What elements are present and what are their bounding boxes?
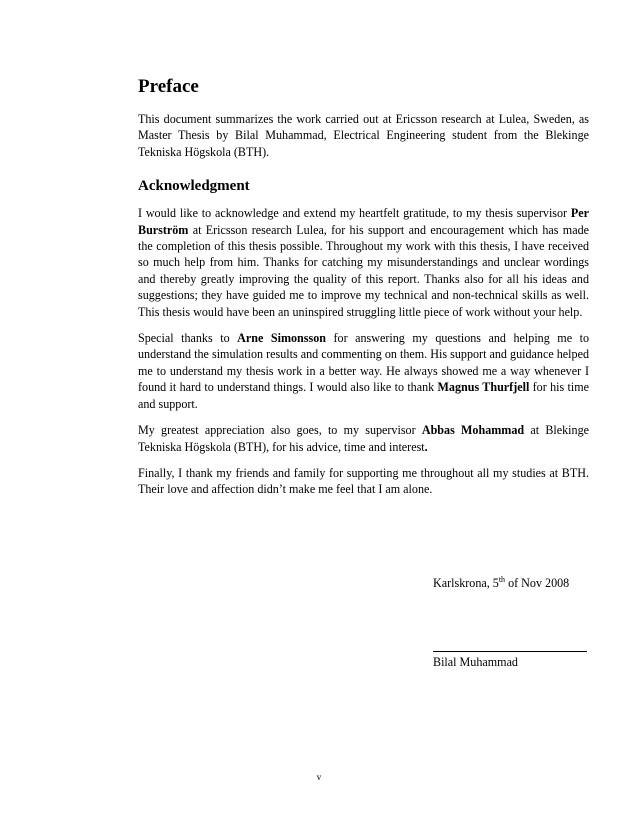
signature-date: of Nov 2008 [505,576,570,590]
ack-p2-mid: for answering my questions and helping me to understand the simulation results and commenting on them. His support and guidance helped me to understand my thesis work in a better way. He always showed me a way whenever I found it hard to understand things. I would also like to thank [138,331,589,395]
university-supervisor-name: Abbas Mohammad [421,423,525,438]
acknowledgment-paragraph-4: Finally, I thank my friends and family for supporting me throughout all my studies at BTH. Their love and affection didn’t make me feel that I am alone. [138,465,589,497]
ack-p3-end: . [424,439,428,454]
ack-p1-intro: I would like to acknowledge and extend my heartfelt gratitude, to my thesis supervisor [138,206,571,221]
acknowledgment-paragraph-1 [138,205,589,320]
acknowledgment-paragraph-3 [138,422,589,455]
preface-paragraph: This document summarizes the work carried out at Ericsson research at Lulea, Sweden, as Master Thesis by Bilal Muhammad, Electrical Engineering student from the Blekinge Tekniska Högskola (BTH). [138,112,589,159]
acknowledgment-heading: Acknowledgment [138,178,250,195]
ack-p2-intro: Special thanks to [138,331,238,346]
thanks-name-2: Magnus Thurfjell [437,380,530,395]
date-ordinal: th [498,574,506,584]
supervisor-name: Per Burström [138,206,589,237]
ack-p1-rest: at Ericsson research Lulea, for his support and encouragement which has made the completion of this thesis possible. Throughout my work with this thesis, I have received so much help from him. Thanks for catching my misunderstandings and unclear wordings and thereby greatly improving the quality of this report. Thanks also for all his ideas and suggestions; they have guided me to improve my technical and non-technical skills as well. This thesis would have been an uninspired struggling little piece of work without your help. [138,222,589,319]
thanks-name-1: Arne Simonsson [237,331,326,346]
signature-place: Karlskrona, 5 [433,576,499,590]
page-content [138,70,589,508]
ack-p3-intro: My greatest appreciation also goes, to my supervisor [138,423,422,438]
signature-place-date [433,575,588,591]
page-number: v [316,772,322,782]
ack-p3-rest: at Blekinge Tekniska Högskola (BTH), for his advice, time and interest [138,423,590,454]
signature-name: Bilal Muhammad [433,655,518,669]
ack-p2-rest: for his time and support. [138,380,590,411]
preface-heading: Preface [138,76,199,97]
acknowledgment-paragraph-2 [138,330,589,412]
signature-line [433,651,587,652]
